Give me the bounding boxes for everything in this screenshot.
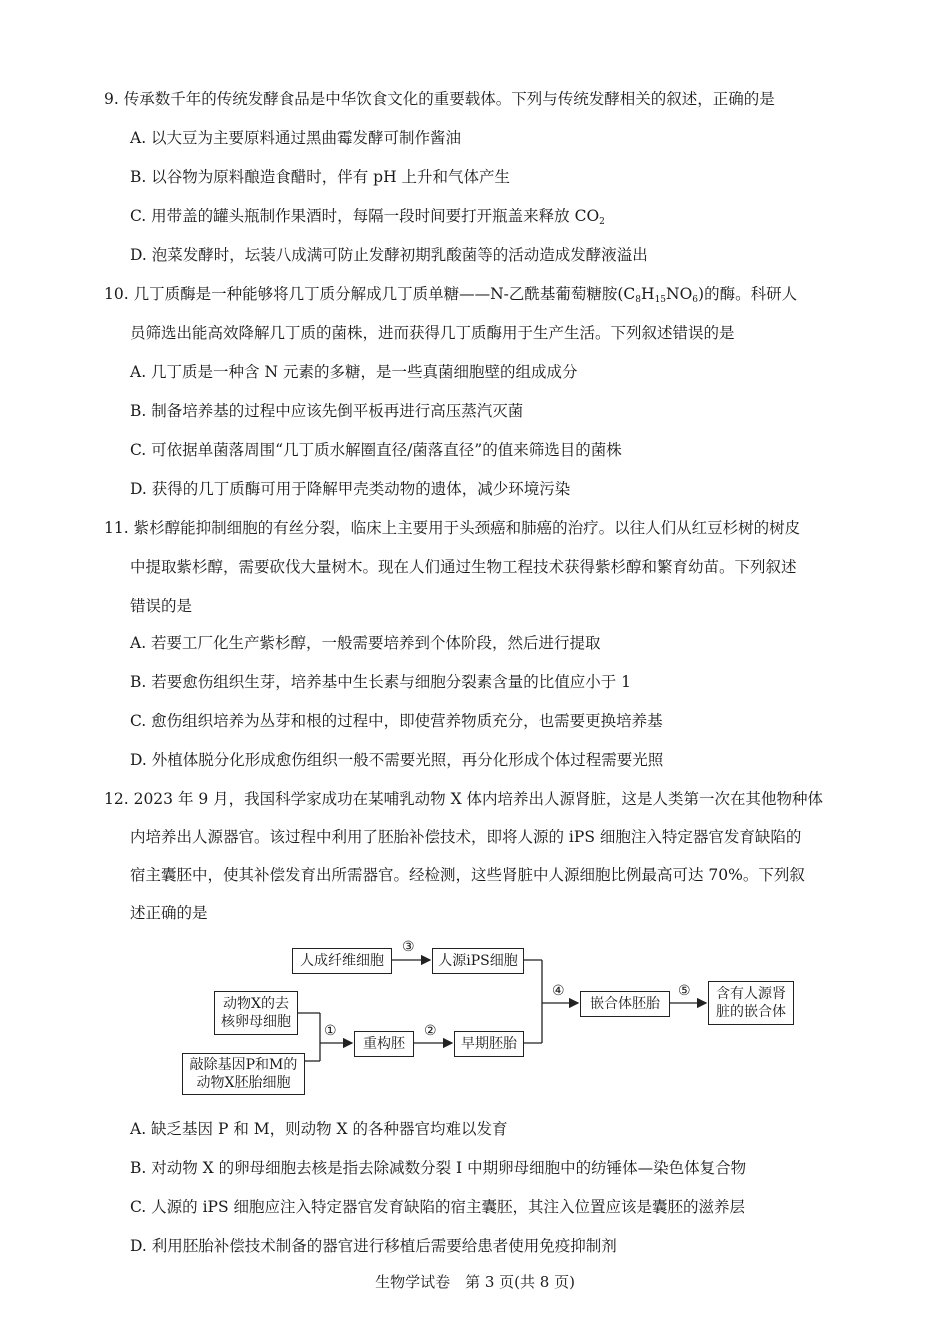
q9-option-d: D. 泡菜发酵时，坛装八成满可防止发酵初期乳酸菌等的活动造成发酵液溢出 bbox=[130, 246, 648, 264]
q10-stem-line2: 员筛选出能高效降解几丁质的菌株，进而获得几丁质酶用于生产生活。下列叙述错误的是 bbox=[130, 324, 735, 342]
box-enucleated-oocyte: 动物X的去 核卵母细胞 bbox=[214, 991, 298, 1035]
q9-option-b: B. 以谷物为原料酿造食醋时，伴有 pH 上升和气体产生 bbox=[130, 168, 511, 186]
q12-stem-line1: 12. 2023 年 9 月，我国科学家成功在某哺乳动物 X 体内培养出人源肾脏，这是人类第一次在其他物种体 bbox=[104, 790, 824, 808]
q11-option-c: C. 愈伤组织培养为丛芽和根的过程中，即使营养物质充分，也需要更换培养基 bbox=[130, 712, 663, 730]
box-reconstructed-embryo: 重构胚 bbox=[354, 1031, 414, 1057]
q11-stem-line2: 中提取紫杉醇，需要砍伐大量树木。现在人们通过生物工程技术获得紫杉醇和繁育幼苗。下列叙述 bbox=[130, 558, 797, 576]
q11-option-a: A. 若要工厂化生产紫杉醇，一般需要培养到个体阶段，然后进行提取 bbox=[130, 634, 601, 652]
q12-option-a: A. 缺乏基因 P 和 M，则动物 X 的各种器官均难以发育 bbox=[130, 1120, 508, 1138]
q12-stem-line4: 述正确的是 bbox=[130, 904, 208, 922]
q10-stem-line1: 10. 几丁质酶是一种能够将几丁质分解成几丁质单糖——N-乙酰基葡萄糖胺(C8H15NO6)的酶。科研人 bbox=[104, 285, 798, 305]
step-1-label: ① bbox=[324, 1023, 337, 1039]
q11-option-d: D. 外植体脱分化形成愈伤组织一般不需要光照，再分化形成个体过程需要光照 bbox=[130, 751, 664, 769]
q10-option-a: A. 几丁质是一种含 N 元素的多糖，是一些真菌细胞壁的组成成分 bbox=[130, 363, 578, 381]
q10-option-c: C. 可依据单菌落周围“几丁质水解圈直径/菌落直径”的值来筛选目的菌株 bbox=[130, 441, 622, 459]
box-chimera-embryo: 嵌合体胚胎 bbox=[580, 991, 670, 1017]
q10-option-b: B. 制备培养基的过程中应该先倒平板再进行高压蒸汽灭菌 bbox=[130, 402, 524, 420]
flow-diagram bbox=[180, 939, 800, 1091]
q12-stem-line3: 宿主囊胚中，使其补偿发育出所需器官。经检测，这些肾脏中人源细胞比例最高可达 70%。下列叙 bbox=[130, 866, 805, 884]
page-footer: 生物学试卷 第 3 页(共 8 页) bbox=[375, 1273, 575, 1291]
q9-stem: 9. 传承数千年的传统发酵食品是中华饮食文化的重要载体。下列与传统发酵相关的叙述，正确的是 bbox=[104, 90, 775, 108]
box-chimera-with-kidney: 含有人源肾 脏的嵌合体 bbox=[708, 981, 794, 1025]
q12-option-d: D. 利用胚胎补偿技术制备的器官进行移植后需要给患者使用免疫抑制剂 bbox=[130, 1237, 617, 1255]
box-human-fibroblast: 人成纤维细胞 bbox=[292, 948, 392, 974]
box-early-embryo: 早期胚胎 bbox=[454, 1031, 524, 1057]
q11-stem-line1: 11. 紫杉醇能抑制细胞的有丝分裂，临床上主要用于头颈癌和肺癌的治疗。以往人们从红豆杉树的树皮 bbox=[104, 519, 801, 537]
step-2-label: ② bbox=[424, 1023, 437, 1039]
q9-option-a: A. 以大豆为主要原料通过黑曲霉发酵可制作酱油 bbox=[130, 129, 462, 147]
q11-option-b: B. 若要愈伤组织生芽，培养基中生长素与细胞分裂素含量的比值应小于 1 bbox=[130, 673, 632, 691]
q11-stem-line3: 错误的是 bbox=[130, 597, 193, 615]
q10-option-d: D. 获得的几丁质酶可用于降解甲壳类动物的遗体，减少环境污染 bbox=[130, 480, 571, 498]
q12-option-b: B. 对动物 X 的卵母细胞去核是指去除减数分裂 Ⅰ 中期卵母细胞中的纺锤体—染色体复合物 bbox=[130, 1159, 747, 1177]
box-knockout-embryo-cell: 敲除基因P和M的 动物X胚胎细胞 bbox=[182, 1053, 305, 1095]
q12-option-c: C. 人源的 iPS 细胞应注入特定器官发育缺陷的宿主囊胚，其注入位置应该是囊胚的滋养层 bbox=[130, 1198, 746, 1216]
step-4-label: ④ bbox=[552, 983, 565, 999]
box-human-ips: 人源iPS细胞 bbox=[432, 948, 524, 974]
q12-stem-line2: 内培养出人源器官。该过程中利用了胚胎补偿技术，即将人源的 iPS 细胞注入特定器官发育缺陷的 bbox=[130, 828, 802, 846]
step-3-label: ③ bbox=[402, 939, 415, 955]
q9-option-c: C. 用带盖的罐头瓶制作果酒时，每隔一段时间要打开瓶盖来释放 CO2 bbox=[130, 207, 605, 227]
step-5-label: ⑤ bbox=[678, 983, 691, 999]
